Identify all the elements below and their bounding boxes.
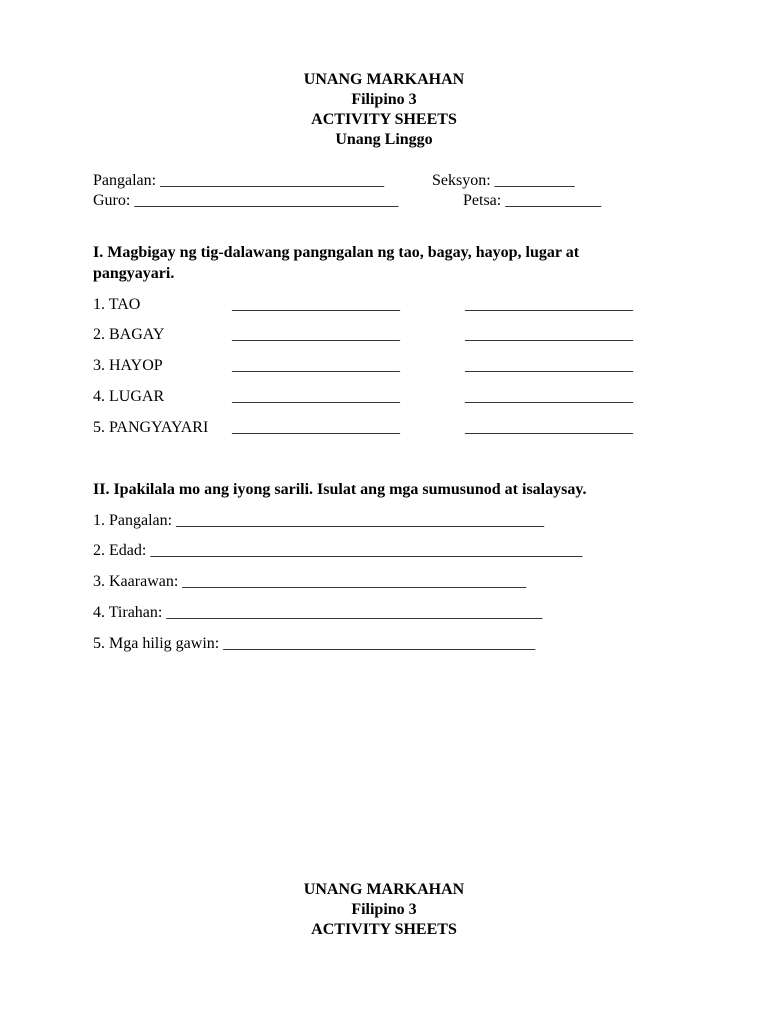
section-field: Seksyon: __________ [432,172,575,189]
part1-item-label: 2. BAGAY [93,326,165,343]
footer-title: ACTIVITY SHEETS [311,921,457,938]
part2-instruction: II. Ipakilala mo ang iyong sarili. Isulat ang mga sumusunod at isalaysay. [93,481,587,498]
part1-item-label: 1. TAO [93,296,141,313]
part1-instruction-line2: pangyayari. [93,265,175,282]
part1-item-label: 5. PANGYAYARI [93,419,209,436]
part2-item: 2. Edad: ______________________________________________________ [93,542,583,559]
header-quarter: UNANG MARKAHAN [303,71,465,88]
part1-item-label: 4. LUGAR [93,388,165,405]
part1-blank-2: _____________________ [465,296,633,313]
header-subject: Filipino 3 [351,91,417,108]
footer-quarter: UNANG MARKAHAN [303,881,465,898]
part1-blank-2: _____________________ [465,388,633,405]
part1-item-label: 3. HAYOP [93,357,163,374]
part1-blank-1: _____________________ [232,388,400,405]
part1-blank-1: _____________________ [232,357,400,374]
part1-blank-1: _____________________ [232,296,400,313]
part1-blank-1: _____________________ [232,419,400,436]
header-week: Unang Linggo [335,131,433,148]
date-field: Petsa: ____________ [463,192,602,209]
part2-item: 5. Mga hilig gawin: _______________________________________ [93,635,536,652]
part1-blank-2: _____________________ [465,326,633,343]
part1-blank-2: _____________________ [465,419,633,436]
part2-item: 1. Pangalan: ______________________________________________ [93,512,545,529]
part2-item: 3. Kaarawan: ___________________________________________ [93,573,527,590]
part1-instruction-line1: I. Magbigay ng tig-dalawang pangngalan ng tao, bagay, hayop, lugar at [93,244,580,261]
part1-blank-2: _____________________ [465,357,633,374]
part1-blank-1: _____________________ [232,326,400,343]
name-field: Pangalan: ____________________________ [93,172,385,189]
teacher-field: Guro: _________________________________ [93,192,399,209]
header-title: ACTIVITY SHEETS [311,111,457,128]
part2-item: 4. Tirahan: _______________________________________________ [93,604,543,621]
footer-subject: Filipino 3 [351,901,417,918]
